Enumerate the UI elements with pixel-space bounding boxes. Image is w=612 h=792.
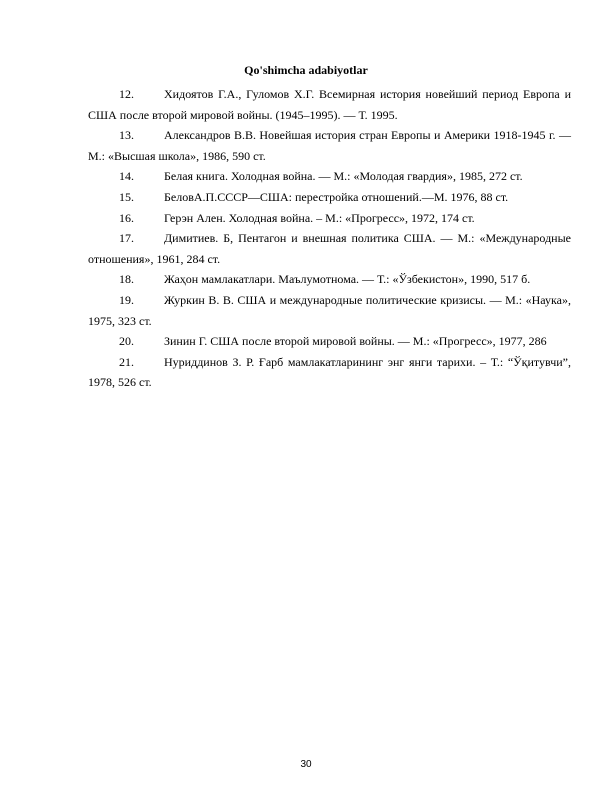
reference-text: Белая книга. Холодная война. — М.: «Молодая гвардия», 1985, 272 ст. [164,169,523,184]
reference-entry [88,187,571,208]
reference-text: Хидоятов Г.А., Гуломов Х.Г. Всемирная история новейший период Европа и США после второй мировой войны. (1945–1995). — Т. 1995. [88,87,571,122]
reference-number: 14. [119,169,134,184]
reference-text: Зинин Г. США после второй мировой войны. — М.: «Прогресс», 1977, 286 [164,334,547,349]
reference-entry [88,290,571,331]
reference-entry [88,166,571,187]
reference-number: 12. [119,87,134,101]
reference-entry [88,84,571,125]
reference-entry [88,331,571,352]
reference-number: 21. [119,354,134,369]
reference-text: Жаҳон мамлакатлари. Маълумотнома. — Т.: «Ўзбекистон», 1990, 517 б. [164,272,531,287]
reference-number: 19. [119,292,134,307]
reference-number: 16. [119,210,134,225]
reference-number: 18. [119,272,134,287]
reference-text: Александров В.В. Новейшая история стран Европы и Америки 1918-1945 г. — М.: «Высшая школа», 1986, 590 ст. [88,128,571,163]
reference-text: Журкин В. В. США и международные политические кризисы. — М.: «Наука», 1975, 323 ст. [88,292,571,328]
reference-text: Герэн Ален. Холодная война. – М.: «Прогресс», 1972, 174 ст. [164,210,475,225]
reference-text: БеловА.П.СССР—США: перестройка отношений.—М. 1976, 88 ст. [164,189,509,204]
reference-number: 13. [119,128,134,143]
reference-entry [88,352,571,393]
reference-number: 15. [119,189,134,204]
reference-entry [88,208,571,229]
reference-list [88,84,571,393]
reference-text: Нуриддинов З. Р. Ғарб мамлакатларининг энг янги тарихи. – Т.: “Ўқитувчи”, 1978, 526 ст. [88,354,571,390]
section-heading: Qo'shimcha adabiyotlar [244,63,368,77]
page-number: 30 [300,759,312,770]
reference-entry [88,228,571,269]
reference-entry [88,125,571,166]
reference-entry [88,269,571,290]
reference-number: 20. [119,334,134,349]
reference-number: 17. [119,231,134,246]
reference-text: Димитиев. Б, Пентагон и внешная политика США. — М.: «Международные отношения», 1961, 284 ст. [88,231,571,266]
